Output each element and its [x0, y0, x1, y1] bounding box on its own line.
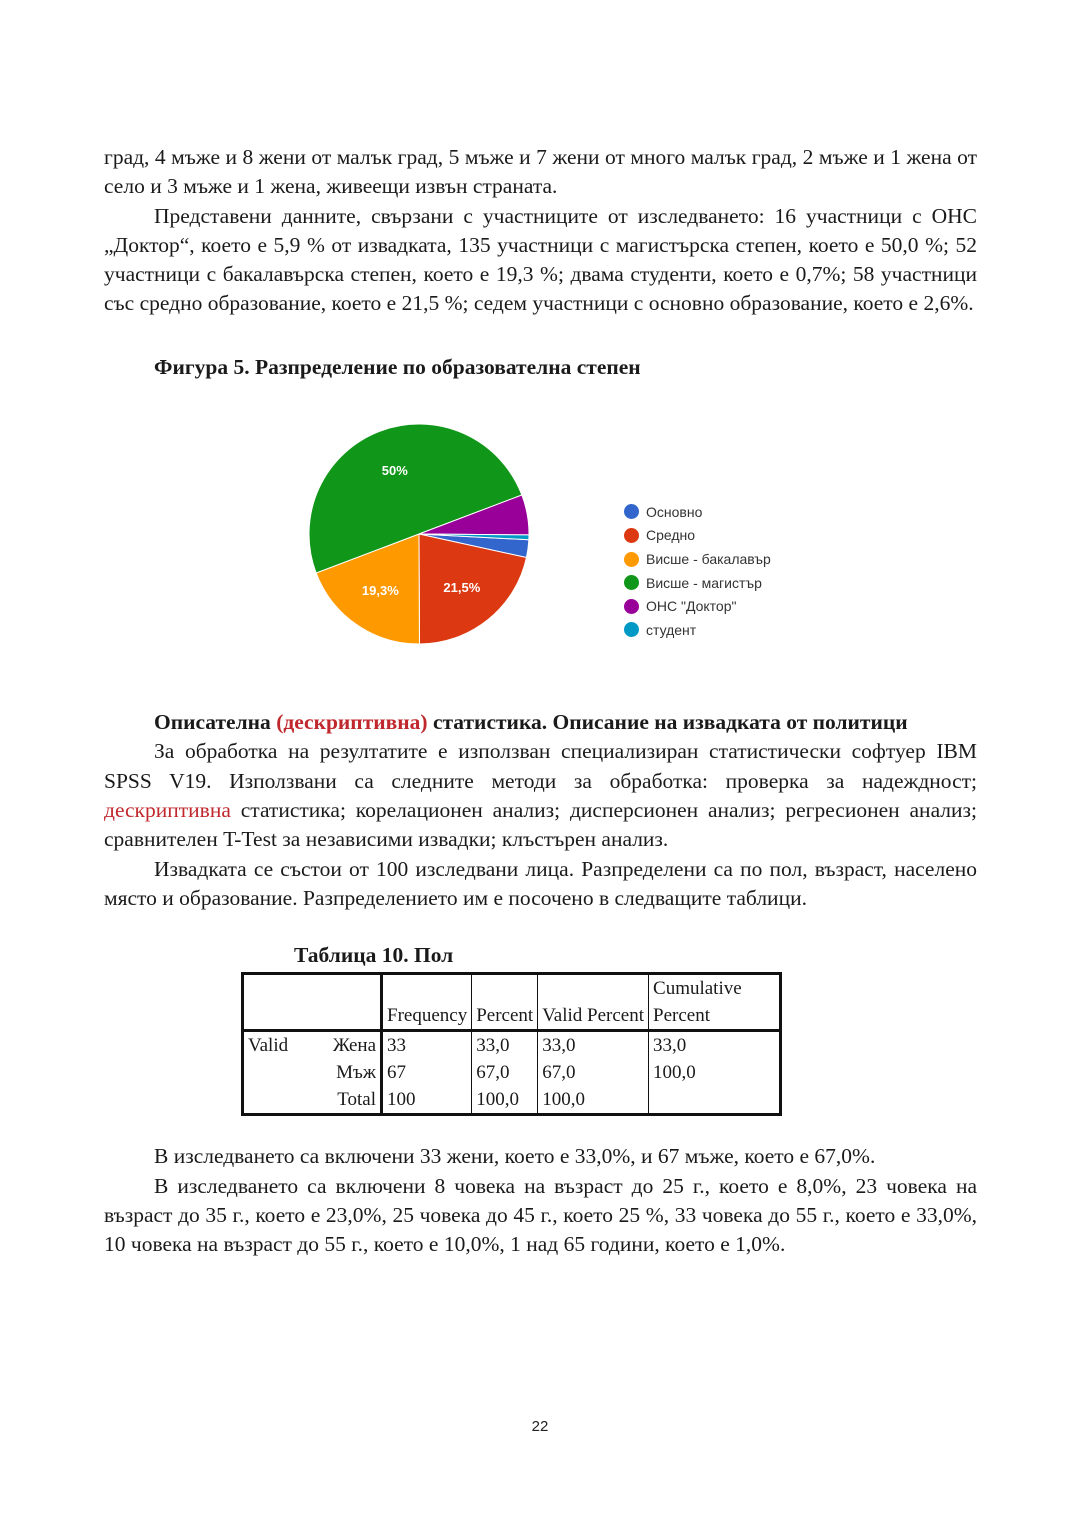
page-number: 22	[531, 1418, 549, 1435]
methods-text-b: статистика; корелационен анализ; дисперсионен анализ; регресионен анализ; сравнителен T-Test за независими извадки; клъстърен анализ.	[104, 797, 977, 852]
figure-title: Фигура 5. Разпределение по образователна степен	[154, 354, 641, 379]
paragraph-methods	[104, 737, 977, 854]
section-title-part1: Описателна	[154, 710, 277, 735]
document-page	[104, 143, 977, 1260]
legend-swatch	[624, 552, 639, 567]
legend-label: Висше - магистър	[646, 574, 762, 591]
header-percent: Percent	[472, 974, 538, 1031]
legend-item-osnovno	[624, 500, 771, 524]
header-valid-percent: Valid Percent	[538, 974, 649, 1031]
chart-legend	[624, 500, 771, 642]
pie-label-magistar: 50%	[381, 463, 408, 479]
legend-item-doktor	[624, 594, 771, 618]
legend-item-sredno	[624, 524, 771, 548]
legend-swatch	[624, 528, 639, 543]
legend-label: Висше - бакалавър	[646, 551, 771, 568]
paragraph-intro: град, 4 мъже и 8 жени от малък град, 5 мъже и 7 жени от много малък град, 2 мъже и 1 жена от село и 3 мъже и 1 жена, живеещи извън страната.	[104, 145, 977, 199]
methods-text-highlight: дескриптивна	[104, 797, 231, 822]
header-cumulative-percent: Cumulative Percent	[649, 974, 781, 1031]
pie-chart-svg	[104, 398, 977, 698]
paragraph-participants: Представени данните, свързани с участниците от изследването: 16 участници с ОНС „Доктор“, което е 5,9 % от извадката, 135 участници с магистърска степен, което е 50,0 %; 52 участници с бакалавърска степен, което е 19,3 %; двама студенти, което е 0,7%; 58 участници със средно образование, което е 21,5 %; седем участници с основно образование, което е 2,6%.	[104, 203, 977, 316]
header-frequency: Frequency	[382, 974, 472, 1031]
table-row: Total 100 100,0 100,0	[243, 1086, 781, 1115]
legend-item-student	[624, 618, 771, 642]
pie-chart	[104, 398, 977, 698]
legend-swatch	[624, 575, 639, 590]
legend-swatch	[624, 504, 639, 519]
section-title	[104, 708, 977, 737]
legend-item-bakalavar	[624, 547, 771, 571]
table-row: Мъж 67 67,0 67,0 100,0	[243, 1059, 781, 1086]
pie-label-bakalavar: 19,3%	[361, 583, 399, 599]
legend-swatch	[624, 599, 639, 614]
table-header-row	[243, 974, 781, 1031]
legend-label: Средно	[646, 527, 696, 544]
pie-label-sredno: 21,5%	[443, 580, 481, 596]
legend-label: Основно	[646, 503, 703, 520]
paragraph-age: В изследването са включени 8 човека на възраст до 25 г., което е 8,0%, 23 човека на възраст до 35 г., което е 23,0%, 25 човека до 45 г., което 25 %, 33 човека до 55 г., което е 33,0%, 10 човека на възраст до 55 г., което е 10,0%, 1 над 65 години, което е 1,0%.	[104, 1173, 977, 1257]
table-title: Таблица 10. Пол	[294, 943, 454, 968]
legend-swatch	[624, 622, 639, 637]
paragraph-sample: Извадката се състои от 100 изследвани лица. Разпределени са по пол, възраст, населено място и образование. Разпределението им е посочено в следващите таблици.	[104, 856, 977, 910]
methods-text-a: За обработка на резултатите е използван специализиран статистически софтуер IBM SPSS V19. Използвани са следните методи за обработка: проверка за надеждност;	[104, 739, 977, 793]
gender-table	[241, 972, 782, 1116]
legend-label: ОНС "Доктор"	[646, 598, 737, 615]
section-title-part2: статистика. Описание на извадката от политици	[427, 710, 908, 735]
legend-label: студент	[646, 621, 697, 638]
table-row: Valid Жена 33 33,0 33,0 33,0	[243, 1031, 781, 1060]
legend-item-magistar	[624, 571, 771, 595]
section-title-highlight: (дескриптивна)	[276, 710, 428, 735]
valid-label: Valid	[248, 1035, 289, 1057]
paragraph-gender: В изследването са включени 33 жени, което е 33,0%, и 67 мъже, което е 67,0%.	[154, 1144, 876, 1169]
